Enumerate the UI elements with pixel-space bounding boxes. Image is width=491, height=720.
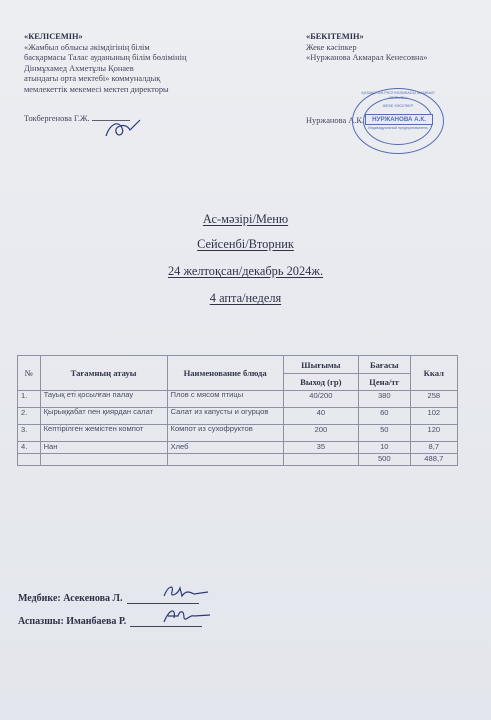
nurse-name: Медбике: Асекенова Л. — [18, 593, 123, 604]
left-signer-name: Токбергенова Г.Ж. — [24, 113, 90, 123]
dish-name-ru: Хлеб — [167, 442, 283, 454]
dish-name-ru: Плов с мясом птицы — [170, 391, 244, 399]
right-line: Жеке кәсіпкер — [306, 42, 357, 52]
day-title: Сейсенбі/Вторник — [197, 237, 294, 251]
date-title: 24 желтоқсан/декабрь 2024ж. — [167, 264, 324, 278]
dish-output: 40 — [283, 408, 358, 425]
left-line: атындағы орта мектебі» коммуналдық — [24, 74, 161, 84]
col-num-header: № — [18, 356, 41, 391]
col-price-kz-header: Бағасы — [358, 356, 410, 374]
dish-price: 380 — [358, 391, 410, 408]
col-output-kz-header: Шығымы — [283, 356, 358, 374]
dish-kcal: 258 — [410, 391, 457, 408]
dish-name-kz: Кептірілген жемістен компот — [43, 425, 144, 433]
col-name-kz-header: Тағамның атауы — [40, 356, 167, 391]
row-num: 1. — [18, 391, 41, 408]
table-total-row — [18, 454, 458, 466]
dish-kcal: 102 — [410, 408, 457, 425]
approval-header-right: «БЕКІТЕМІН» — [306, 32, 364, 41]
left-line: мемлекеттік мекемесі мектеп директоры — [24, 84, 169, 94]
table-row — [18, 408, 458, 425]
cook-signature — [160, 606, 216, 628]
menu-table — [17, 355, 458, 466]
dish-price: 50 — [358, 425, 410, 442]
right-signer-name: Нуржанова А.К. — [306, 115, 365, 125]
left-line: Дінмұхамед Ахметұлы Қонаев — [24, 63, 134, 73]
row-num: 2. — [18, 408, 41, 425]
stamp-ring-text: ҚАЗАҚСТАН РЕСПУБЛИКАСЫ ЖАМБЫЛ ОБЛЫСЫ — [361, 91, 435, 100]
dish-name-ru: Компот из сухофруктов — [170, 425, 253, 433]
approval-header-left: «КЕЛІСЕМІН» — [24, 32, 83, 41]
dish-output: 35 — [283, 442, 358, 454]
dish-kcal: 8,7 — [410, 442, 457, 454]
stamp-name: НУРЖАНОВА А.К. — [365, 114, 433, 125]
week-title: 4 апта/неделя — [209, 291, 282, 305]
left-approval-block — [24, 32, 186, 124]
dish-output: 40/200 — [283, 391, 358, 408]
right-line: «Нуржанова Акмарал Кенесовна» — [306, 53, 428, 63]
table-row — [18, 391, 458, 408]
dish-kcal: 120 — [410, 425, 457, 442]
entrepreneur-stamp — [352, 88, 444, 154]
nurse-signature — [160, 582, 216, 602]
col-name-ru-header: Наименование блюда — [167, 356, 283, 391]
row-num: 4. — [18, 442, 41, 454]
stamp-sub-text: Индивидуальный предприниматель — [368, 126, 428, 130]
dish-output: 200 — [283, 425, 358, 442]
director-signature — [100, 116, 148, 142]
dish-name-kz: Қырыққабат пен қиярдан салат — [43, 408, 154, 416]
dish-name-kz: Тауық еті қосылған палау — [43, 391, 134, 399]
total-kcal: 488,7 — [410, 454, 457, 466]
left-line: «Жамбыл облысы әкімдігінің білім — [24, 42, 150, 52]
col-kcal-header: Ккал — [410, 356, 457, 391]
col-output-ru-header: Выход (гр) — [283, 374, 358, 391]
dish-name-kz: Нан — [40, 442, 167, 454]
menu-title: Ас-мәзірі/Меню — [202, 212, 289, 226]
cook-name: Аспазшы: Иманбаева Р. — [18, 616, 127, 627]
col-price-ru-header: Цена/тг — [358, 374, 410, 391]
total-price: 500 — [358, 454, 410, 466]
dish-price: 60 — [358, 408, 410, 425]
table-row — [18, 442, 458, 454]
dish-price: 10 — [358, 442, 410, 454]
nurse-signature-line — [127, 603, 199, 604]
row-num: 3. — [18, 425, 41, 442]
left-line: басқармасы Талас ауданының білім бөлімінің — [24, 53, 187, 63]
stamp-mid-text: ЖЕКЕ КӘСІПКЕР — [382, 104, 414, 108]
table-header-row — [18, 356, 458, 374]
dish-name-ru: Салат из капусты и огурцов — [170, 408, 269, 416]
table-row — [18, 425, 458, 442]
